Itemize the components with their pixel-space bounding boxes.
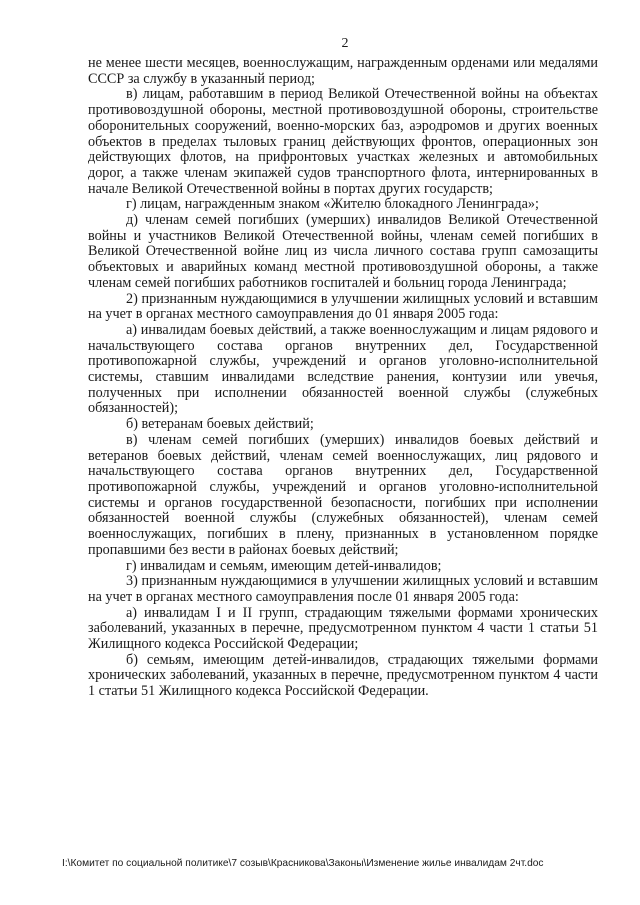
paragraph-item-b-veterans: б) ветеранам боевых действий; [126,416,314,433]
paragraph-item-a-combat-invalids: а) инвалидам боевых действий, а также военнослужащим и лицам рядового и начальствующего состава органов внутренних дел, Государственной противопожарной службы, учреждений и органов уголовно-исполнительной системы, ставшим инвалидами вследствие ранения, контузии или увечья, полученных при исполнении обязанностей военной службы (служебных обязанностей); [88,321,598,417]
paragraph-section-2: 2) признанным нуждающимися в улучшении жилищных условий и вставшим на учет в органах местного самоуправления до 01 января 2005 года: [88,290,598,323]
paragraph-continuation: не менее шести месяцев, военнослужащим, награжденным орденами или медалями СССР за службу в указанный период; [88,55,598,87]
paragraph-item-g-invalids-families: г) инвалидам и семьям, имеющим детей-инвалидов; [126,557,442,574]
paragraph-item-a-group-invalids: а) инвалидам I и II групп, страдающим тяжелыми формами хронических заболеваний, указанных в перечне, предусмотренном пунктом 4 части 1 статьи 51 Жилищного кодекса Российской Федерации; [88,604,598,653]
file-path-footer: I:\Комитет по социальной политике\7 созыв\Красникова\Законы\Изменение жилье инвалидам 2чт.doc [62,858,544,869]
page-number: 2 [341,36,349,51]
paragraph-item-v-combat-families: в) членам семей погибших (умерших) инвалидов боевых действий и ветеранов боевых действий, членам семей военнослужащих, лиц рядового и начальствующего состава органов внутренних дел, Государственной противопожарной службы, учреждений и органов уголовно-исполнительной системы и органов государственной безопасности, погибших при исполнении обязанностей военной службы (служебных обязанностей), членам семей военнослужащих, погибших в плену, признанных в установленном порядке пропавшими без вести в районах боевых действий; [88,431,598,558]
document-body [88,56,598,700]
paragraph-item-d-family-members: д) членам семей погибших (умерших) инвалидов Великой Отечественной войны и участников Великой Отечественной войны, членам семей погибших в Великой Отечественной войне лиц из числа личного состава групп самозащиты объектовых и аварийных команд местной противовоздушной обороны, а также членам семей погибших работников госпиталей и больниц города Ленинграда; [88,212,598,291]
paragraph-item-g-blockade: г) лицам, награжденным знаком «Жителю блокадного Ленинграда»; [126,196,539,213]
paragraph-item-v-war-workers: в) лицам, работавшим в период Великой Отечественной войны на объектах противовоздушной обороны, местной противовоздушной обороны, строительстве оборонительных сооружений, военно-морских баз, аэродромов и других военных объектов в пределах тыловых границ действующих фронтов, операционных зон действующих флотов, на прифронтовых участках железных и автомобильных дорог, а также членам экипажей судов транспортного флота, интернированных в начале Великой Отечественной войны в портах других государств; [88,86,598,197]
paragraph-item-b-families-with-children: б) семьям, имеющим детей-инвалидов, страдающих тяжелыми формами хронических заболеваний, указанных в перечне, предусмотренном пунктом 4 части 1 статьи 51 Жилищного кодекса Российской Федерации. [88,651,598,700]
paragraph-section-3: 3) признанным нуждающимися в улучшении жилищных условий и вставшим на учет в органах местного самоуправления после 01 января 2005 года: [88,573,598,605]
